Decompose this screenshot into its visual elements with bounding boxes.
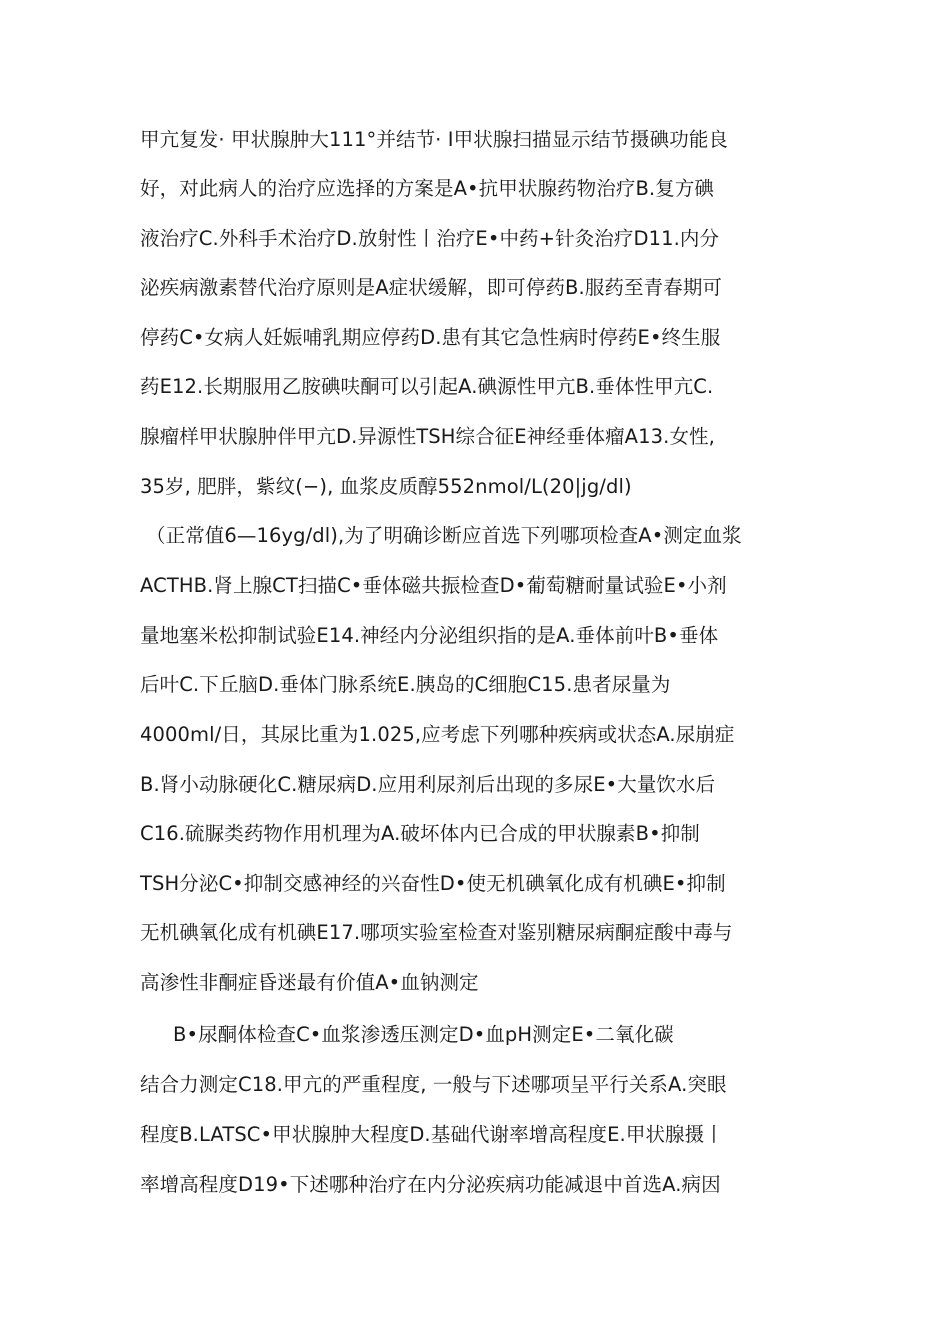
text-line: B•尿酮体检查C•血浆渗透压测定D•血pH测定E•二氧化碳 <box>173 1023 674 1046</box>
text-line: 后叶C.下丘脑D.垂体门脉系统E.胰岛的C细胞C15.患者尿量为 <box>140 673 671 696</box>
text-line: 好，对此病人的治疗应选择的方案是A•抗甲状腺药物治疗B.复方碘 <box>140 177 715 200</box>
text-line: 量地塞米松抑制试验E14.神经内分泌组织指的是A.垂体前叶B•垂体 <box>140 624 719 647</box>
text-line: 泌疾病激素替代治疗原则是A症状缓解，即可停药B.服药至青春期可 <box>140 276 723 299</box>
text-line: 药E12.长期服用乙胺碘呋酮可以引起A.碘源性甲亢B.垂体性甲亢C. <box>140 375 714 398</box>
text-line: 率增高程度D19•下述哪种治疗在内分泌疾病功能减退中首选A.病因 <box>140 1173 721 1196</box>
text-line: 程度B.LATSC•甲状腺肿大程度D.基础代谢率增高程度E.甲状腺摄丨 <box>140 1123 724 1146</box>
text-line: 液治疗C.外科手术治疗D.放射性丨治疗E•中药+针灸治疗D11.内分 <box>140 227 720 250</box>
text-line: TSH分泌C•抑制交感神经的兴奋性D•使无机碘氧化成有机碘E•抑制 <box>140 872 726 895</box>
text-line: 35岁, 肥胖，紫纹(−), 血浆皮质醇552nmol/L(20|jg/dl) <box>140 475 632 498</box>
text-line: ACTHB.肾上腺CT扫描C•垂体磁共振检查D•葡萄糖耐量试验E•小剂 <box>140 574 727 597</box>
text-line: 甲亢复发· 甲状腺肿大111°并结节· I甲状腺扫描显示结节摄碘功能良 <box>140 128 729 151</box>
text-line: 结合力测定C18.甲亢的严重程度, 一般与下述哪项呈平行关系A.突眼 <box>140 1073 727 1096</box>
text-line: C16.硫脲类药物作用机理为A.破坏体内已合成的甲状腺素B•抑制 <box>140 822 700 845</box>
text-line: 停药C•女病人妊娠哺乳期应停药D.患有其它急性病时停药E•终生服 <box>140 326 721 349</box>
text-line: 腺瘤样甲状腺肿伴甲亢D.异源性TSH综合征E神经垂体瘤A13.女性, <box>140 425 715 448</box>
text-line: B.肾小动脉硬化C.糖尿病D.应用利尿剂后出现的多尿E•大量饮水后 <box>140 773 716 796</box>
text-line: 无机碘氧化成有机碘E17.哪项实验室检查对鉴别糖尿病酮症酸中毒与 <box>140 921 733 944</box>
text-line: （正常值6—16yg/dl),为了明确诊断应首选下列哪项检查A•测定血浆 <box>146 524 742 547</box>
text-line: 高渗性非酮症昏迷最有价值A•血钠测定 <box>140 971 479 994</box>
text-line: 4000ml/日，其尿比重为1.025,应考虑下列哪种疾病或状态A.尿崩症 <box>140 723 735 746</box>
